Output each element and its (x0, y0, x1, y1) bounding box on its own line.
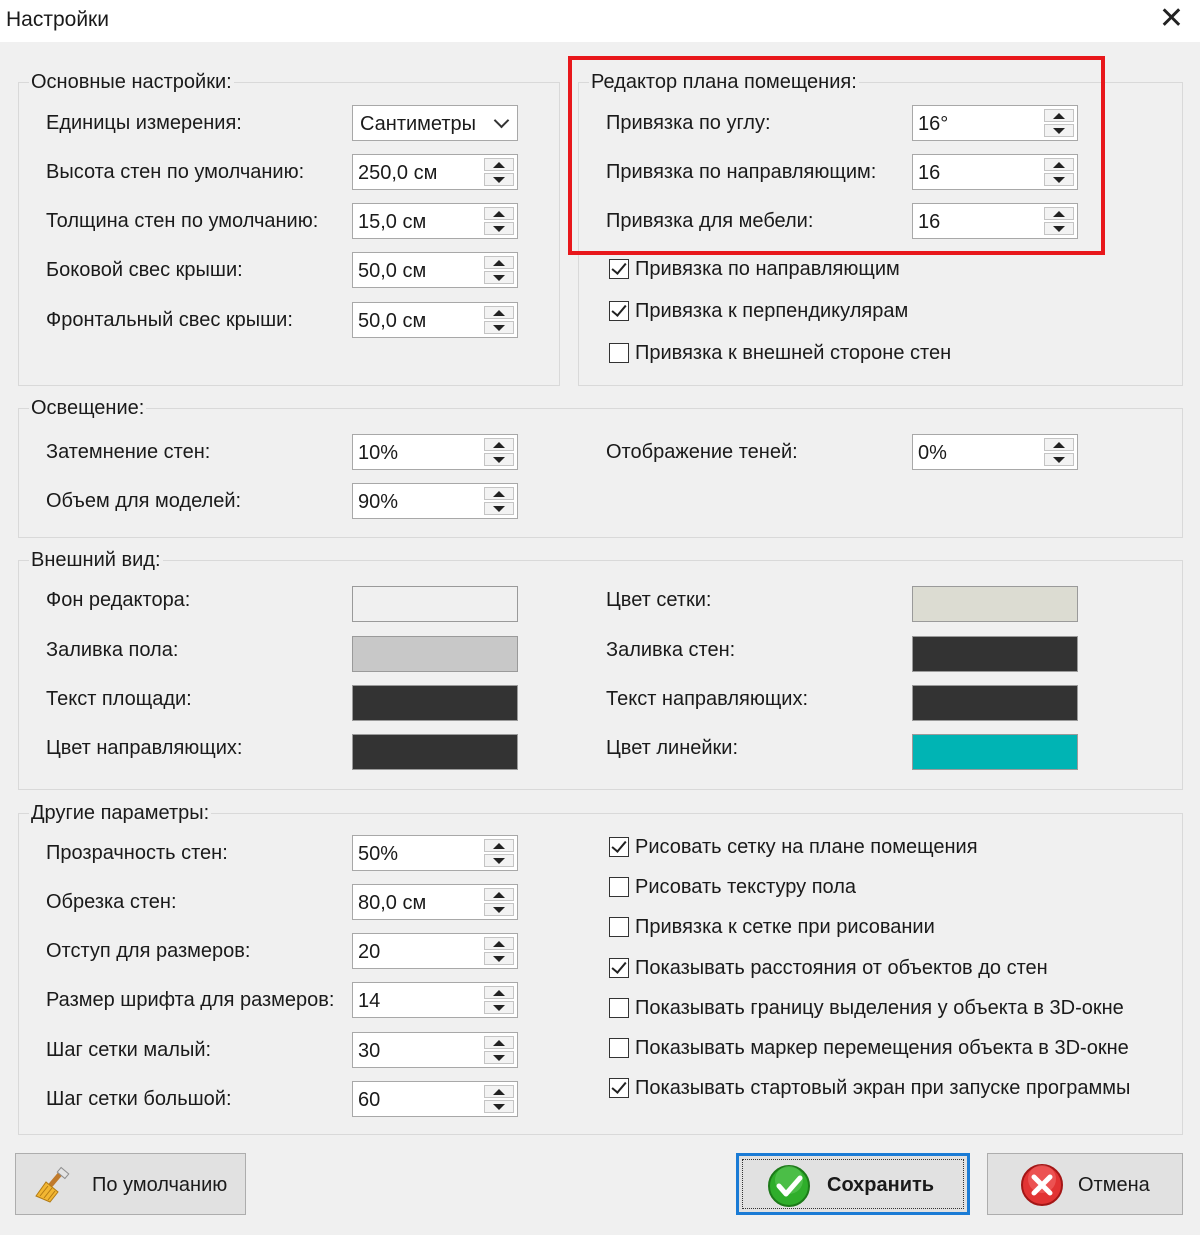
wall-cut-label: Обрезка стен: (46, 891, 177, 913)
wall-shading-label: Затемнение стен: (46, 441, 211, 463)
checkbox-move-marker[interactable] (609, 1038, 629, 1058)
broom-icon (32, 1166, 76, 1204)
editor-bg-swatch[interactable] (352, 586, 518, 622)
guide-text-label: Текст направляющих: (606, 688, 809, 710)
spin-up-button[interactable] (484, 256, 514, 269)
angle-snap-label: Привязка по углу: (606, 112, 771, 134)
guide-color-label: Цвет направляющих: (46, 737, 243, 759)
side-overhang-spinner[interactable] (352, 252, 518, 288)
checkbox-floor-texture[interactable] (609, 877, 629, 897)
wall-thickness-value: 15,0 см (358, 211, 427, 233)
ruler-color-label: Цвет линейки: (606, 737, 739, 759)
lighting-group (18, 408, 1183, 538)
wall-transparency-value: 50% (358, 843, 399, 865)
checkbox-wall-distances[interactable] (609, 958, 629, 978)
wall-fill-swatch[interactable] (912, 636, 1078, 672)
spin-up-button[interactable] (484, 306, 514, 319)
area-text-swatch[interactable] (352, 685, 518, 721)
spin-down-button[interactable] (484, 952, 514, 965)
spin-up-button[interactable] (484, 839, 514, 852)
checkbox-outer-wall-snap-label[interactable]: Привязка к внешней стороне стен (635, 342, 952, 364)
spin-up-button[interactable] (484, 888, 514, 901)
checkbox-draw-grid[interactable] (609, 837, 629, 857)
defaults-button[interactable] (15, 1153, 246, 1215)
guide-color-swatch[interactable] (352, 734, 518, 770)
spin-down-button[interactable] (484, 1100, 514, 1113)
furniture-snap-label: Привязка для мебели: (606, 210, 814, 232)
spin-down-button[interactable] (484, 1001, 514, 1014)
ruler-color-swatch[interactable] (912, 734, 1078, 770)
close-icon[interactable]: ✕ (1158, 2, 1184, 35)
checkbox-selection-border[interactable] (609, 998, 629, 1018)
wall-shading-spinner[interactable] (352, 434, 518, 470)
spin-down-button[interactable] (484, 854, 514, 867)
spin-up-button[interactable] (484, 1085, 514, 1098)
checkbox-guide-snap[interactable] (609, 259, 629, 279)
dim-font-value: 14 (358, 990, 381, 1012)
wall-cut-value: 80,0 см (358, 892, 427, 914)
spin-down-button[interactable] (484, 321, 514, 334)
highlight-frame (568, 56, 1105, 255)
save-button[interactable] (736, 1153, 970, 1215)
lighting-legend: Освещение: (31, 397, 145, 419)
plan-editor-legend: Редактор плана помещения: (591, 71, 857, 93)
area-text-label: Текст площади: (46, 688, 192, 710)
cancel-button-label: Отмена (1078, 1174, 1150, 1196)
spin-up-button[interactable] (484, 158, 514, 171)
check-circle-icon (767, 1164, 811, 1208)
wall-thickness-label: Толщина стен по умолчанию: (46, 210, 319, 232)
checkbox-start-screen-label[interactable]: Показывать стартовый экран при запуске программы (635, 1077, 1131, 1099)
floor-fill-label: Заливка пола: (46, 639, 179, 661)
front-overhang-label: Фронтальный свес крыши: (46, 309, 293, 331)
side-overhang-value: 50,0 см (358, 260, 427, 282)
units-select[interactable] (352, 105, 518, 141)
floor-fill-swatch[interactable] (352, 636, 518, 672)
chevron-down-icon (494, 113, 510, 129)
grid-color-swatch[interactable] (912, 586, 1078, 622)
dim-offset-label: Отступ для размеров: (46, 940, 251, 962)
checkbox-perpendicular-snap-label[interactable]: Привязка к перпендикулярам (635, 300, 909, 322)
checkbox-move-marker-label[interactable]: Показывать маркер перемещения объекта в 3D-окне (635, 1037, 1129, 1059)
grid-small-spinner[interactable] (352, 1032, 518, 1068)
grid-large-label: Шаг сетки большой: (46, 1088, 232, 1110)
checkbox-wall-distances-label[interactable]: Показывать расстояния от объектов до стен (635, 957, 1048, 979)
wall-height-value: 250,0 см (358, 162, 438, 184)
other-params-legend: Другие параметры: (31, 802, 210, 824)
checkbox-guide-snap-label[interactable]: Привязка по направляющим (635, 258, 900, 280)
editor-bg-label: Фон редактора: (46, 589, 191, 611)
checkbox-selection-border-label[interactable]: Показывать границу выделения у объекта в 3D-окне (635, 997, 1124, 1019)
basic-settings-legend: Основные настройки: (31, 71, 232, 93)
checkbox-floor-texture-label[interactable]: Рисовать текстуру пола (635, 876, 857, 898)
spin-up-button[interactable] (484, 487, 514, 500)
model-volume-spinner[interactable] (352, 483, 518, 519)
checkbox-grid-snap[interactable] (609, 917, 629, 937)
window-title: Настройки (6, 8, 109, 31)
title-bar (0, 0, 1200, 42)
furniture-snap-value: 16 (918, 211, 941, 233)
model-volume-label: Объем для моделей: (46, 490, 242, 512)
front-overhang-spinner[interactable] (352, 302, 518, 338)
wall-height-spinner[interactable] (352, 154, 518, 190)
cancel-button[interactable] (987, 1153, 1183, 1215)
spin-up-button[interactable] (1044, 438, 1074, 451)
grid-large-value: 60 (358, 1089, 381, 1111)
units-select-value: Сантиметры (360, 113, 477, 135)
units-label: Единицы измерения: (46, 112, 242, 134)
spin-down-button[interactable] (484, 453, 514, 466)
dim-font-label: Размер шрифта для размеров: (46, 989, 335, 1011)
checkbox-grid-snap-label[interactable]: Привязка к сетке при рисовании (635, 916, 935, 938)
dim-offset-spinner[interactable] (352, 933, 518, 969)
wall-transparency-label: Прозрачность стен: (46, 842, 228, 864)
grid-small-label: Шаг сетки малый: (46, 1039, 212, 1061)
spin-down-button[interactable] (484, 1051, 514, 1064)
spin-up-button[interactable] (484, 1036, 514, 1049)
spin-up-button[interactable] (484, 438, 514, 451)
wall-cut-spinner[interactable] (352, 884, 518, 920)
spin-up-button[interactable] (484, 207, 514, 220)
spin-down-button[interactable] (484, 173, 514, 186)
guide-snap-value: 16 (918, 162, 941, 184)
spin-down-button[interactable] (484, 222, 514, 235)
side-overhang-label: Боковой свес крыши: (46, 259, 243, 281)
spin-down-button[interactable] (484, 271, 514, 284)
spin-up-button[interactable] (484, 937, 514, 950)
wall-fill-label: Заливка стен: (606, 639, 736, 661)
wall-height-label: Высота стен по умолчанию: (46, 161, 305, 183)
shadows-label: Отображение теней: (606, 441, 798, 463)
dim-font-spinner[interactable] (352, 982, 518, 1018)
checkbox-start-screen[interactable] (609, 1078, 629, 1098)
dim-offset-value: 20 (358, 941, 381, 963)
spin-down-button[interactable] (484, 903, 514, 916)
checkbox-draw-grid-label[interactable]: Рисовать сетку на плане помещения (635, 836, 978, 858)
guide-text-swatch[interactable] (912, 685, 1078, 721)
grid-large-spinner[interactable] (352, 1081, 518, 1117)
defaults-button-label: По умолчанию (92, 1174, 228, 1196)
model-volume-value: 90% (358, 491, 399, 513)
cancel-circle-icon (1020, 1163, 1064, 1207)
guide-snap-label: Привязка по направляющим: (606, 161, 877, 183)
shadows-spinner[interactable] (912, 434, 1078, 470)
spin-down-button[interactable] (484, 502, 514, 515)
appearance-legend: Внешний вид: (31, 549, 161, 571)
spin-down-button[interactable] (1044, 453, 1074, 466)
checkbox-outer-wall-snap[interactable] (609, 343, 629, 363)
checkbox-perpendicular-snap[interactable] (609, 301, 629, 321)
wall-thickness-spinner[interactable] (352, 203, 518, 239)
front-overhang-value: 50,0 см (358, 310, 427, 332)
shadows-value: 0% (918, 442, 947, 464)
grid-color-label: Цвет сетки: (606, 589, 712, 611)
spin-up-button[interactable] (484, 986, 514, 999)
angle-snap-value: 16° (918, 113, 949, 135)
wall-transparency-spinner[interactable] (352, 835, 518, 871)
wall-shading-value: 10% (358, 442, 399, 464)
save-button-label: Сохранить (827, 1174, 935, 1196)
grid-small-value: 30 (358, 1040, 381, 1062)
